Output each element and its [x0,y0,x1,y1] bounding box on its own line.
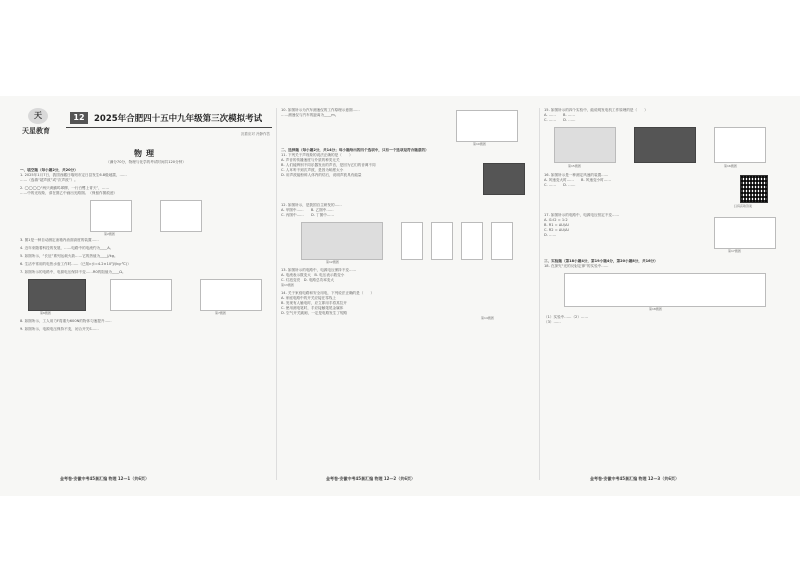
figure-caption: 第12题图 [326,260,339,264]
page-3-body [544,108,784,480]
figure-optics-diagram [90,200,132,232]
page-footer: 金考卷·安徽中考45套汇编 物理 12—1（共6页） [60,476,150,481]
figure-diagram-d [491,222,513,260]
question-line: 13. 如图所示的电路中，电源电压保持不变…… [281,268,357,272]
exam-header [20,108,272,140]
figure-diagram [714,127,766,163]
question-line: 17. 如图所示的电路中，电源电压恒定不变…… [544,213,620,217]
column-divider [276,108,277,480]
figure-graph [456,110,518,142]
figure-caption: 第6题图 [40,311,51,315]
publisher-name: 天星教育 [22,127,50,135]
figure-photo [634,127,696,163]
question-line: （1）实验中……（2）…… [544,315,589,319]
question-line: B. R1 = ΔU/ΔI [544,223,569,227]
section-heading: 二、选择题（每小题2分，共14分；每小题给出的四个选项中，只有一个选项是符合题意的） [281,148,429,152]
question-line: 4. 近年来随着科技的发展，……电路中的电流约为____A。 [20,246,114,250]
question-line: A. 声音的传播速度与介质的种类无关 [281,158,340,162]
question-line: A. …… B. …… [544,113,575,117]
question-line: A. 甲图中…… B. 乙图中…… [281,208,334,212]
question-line: 15. 如图所示的四个实验中，能说明发电机工作原理的是（ ） [544,108,648,112]
figure-row [544,269,784,315]
exam-number-badge: 12 [70,112,88,124]
figure-circuit-diagram [200,279,262,311]
publisher-logo-icon: 天 [28,108,48,124]
figure-caption: 第16题图 [724,164,737,168]
question-line: 12. 如图所示，是我国自主研发的…… [281,203,342,207]
header-tag: 沉着应对 冷静作答 [240,132,270,136]
question-line: 10. 如图所示为汽车测速仪的工作原理示意图…… [281,108,360,112]
figure-photo [554,127,616,163]
question-line: D. 用声波能粉碎人体内的结石，说明声波具有能量 [281,173,362,177]
figure-row [281,218,535,268]
figure-photo [301,222,383,260]
page-1-body [20,148,272,480]
figure-circuit-diagram [714,217,776,249]
question-line: A. 电流表示数变大 B. 电压表示数变小 [281,273,345,277]
question-line: 18. 在探究“光的反射定律”的实验中…… [544,264,609,268]
subject-title: 物理 [134,149,158,158]
question-line: C. R2 = ΔU/ΔI [544,228,569,232]
question-line: C. …… D. …… [544,183,576,187]
figure-caption: 第15题图 [568,164,581,168]
figure-diagram-b [431,222,453,260]
question-line: C. …… D. …… [544,118,576,122]
question-line: ……（选填“超声波”或“次声波”）。 [20,178,78,182]
question-block [544,213,784,259]
figure-row [20,275,272,319]
page-footer: 金考卷·安徽中考45套汇编 物理 12—2（共6页） [326,476,416,481]
question-line: 9. 如图所示，电源电压保持不变，闭合开关S…… [20,327,99,331]
exam-intro: （满分70分，物理与化学的考试时间共120分钟） [106,160,186,164]
figure-incline-diagram [110,279,172,311]
question-line: 11. 下列关于声现象的说法正确的是（ ） [281,153,353,157]
figure-caption: 第13题图 [281,283,294,287]
question-line: ……中的光现象，请在图乙中画出光路图。（保留作图痕迹） [20,191,118,195]
question-line: 7. 如图所示的电路中，电源电压保持不变……R0的阻值为____Ω。 [20,270,126,274]
question-block [281,108,535,148]
question-line: D. …… [544,233,557,237]
question-line: A. 风速变大时…… B. 风速变小时…… [544,178,611,182]
page-footer: 金考卷·安徽中考45套汇编 物理 12—3（共6页） [590,476,680,481]
question-line: B. 人们能辨别不同乐器发出的声音，是因为它们的音调不同 [281,163,376,167]
figure-diagram-a [401,222,423,260]
figure-caption: 第10题图 [473,142,486,146]
question-line: C. 灯泡变亮 D. 电路总功率变大 [281,278,334,282]
question-line: 16. 如图所示是一种测定风速的装置…… [544,173,609,177]
question-line: 5. 如图所示，“长征”系列运载火箭……它的热值为____J/kg。 [20,254,118,258]
figure-optical-bench [564,273,766,307]
section-heading: 三、实验题（第18小题4分，第19小题4分，第20小题8分，共16分） [544,259,658,263]
section-heading: 一、填空题（每小题2分，共20分） [20,168,78,172]
question-line: 6. 生活中常用的电热水壶工作时……（已知c水=4.2×10³J/(kg·℃)） [20,262,131,266]
question-line: C. 人耳听不到次声波，是因为响度太小 [281,168,344,172]
question-block [281,153,535,203]
page-2-body [281,108,535,480]
figure-photo [483,163,525,195]
question-line: 1. 2025年1月7日，我国西藏日喀则市定日县发生6.8级地震，…… [20,173,127,177]
exam-title: 2025年合肥四十五中九年级第三次模拟考试 [94,114,263,124]
question-block [544,173,784,213]
figure-caption: 第18题图 [649,307,662,311]
question-line: C. 丙图中…… D. 丁图中…… [281,213,334,217]
figure-mirror-diagram [160,200,202,232]
figure-diagram-c [461,222,483,260]
figure-caption: 第7题图 [215,311,226,315]
question-line: A. I1:I2 = 1:2 [544,218,568,222]
qr-code-icon[interactable] [740,175,768,203]
figure-row [544,123,784,173]
column-divider [539,108,540,480]
question-line: （3）…… [544,320,561,324]
question-line: 3. 图1是一种自动测定油箱内油面高度的装置…… [20,238,99,242]
figure-caption: 第14题图 [481,316,494,320]
question-line: D. 空气开关跳闸，一定是电路发生了短路 [281,311,348,315]
figure-caption: 第2题图 [104,232,115,236]
question-line: 14. 关于家庭电路和安全用电，下列说法正确的是（ ） [281,291,375,295]
question-line: ……测速仪与汽车的距离为____m。 [281,113,339,117]
qr-caption: 扫码获取答案 [734,204,753,208]
figure-photo [28,279,86,311]
question-line: 2. ◯◯◯◯“两只黄鹂鸣翠柳，一行白鹭上青天”，…… [20,186,110,190]
question-line: A. 家庭电路中的开关应接在零线上 [281,296,336,300]
header-rule [66,127,272,128]
question-line: B. 发现有人触电时，应立即用手将其拉开 [281,301,347,305]
figure-caption: 第17题图 [728,249,741,253]
figure-row [20,196,272,238]
question-line: C. 使用测电笔时，手应接触笔尾金属体 [281,306,344,310]
question-line: 8. 如图所示，工人用力F将重为600N的物体匀速提升…… [20,319,112,323]
